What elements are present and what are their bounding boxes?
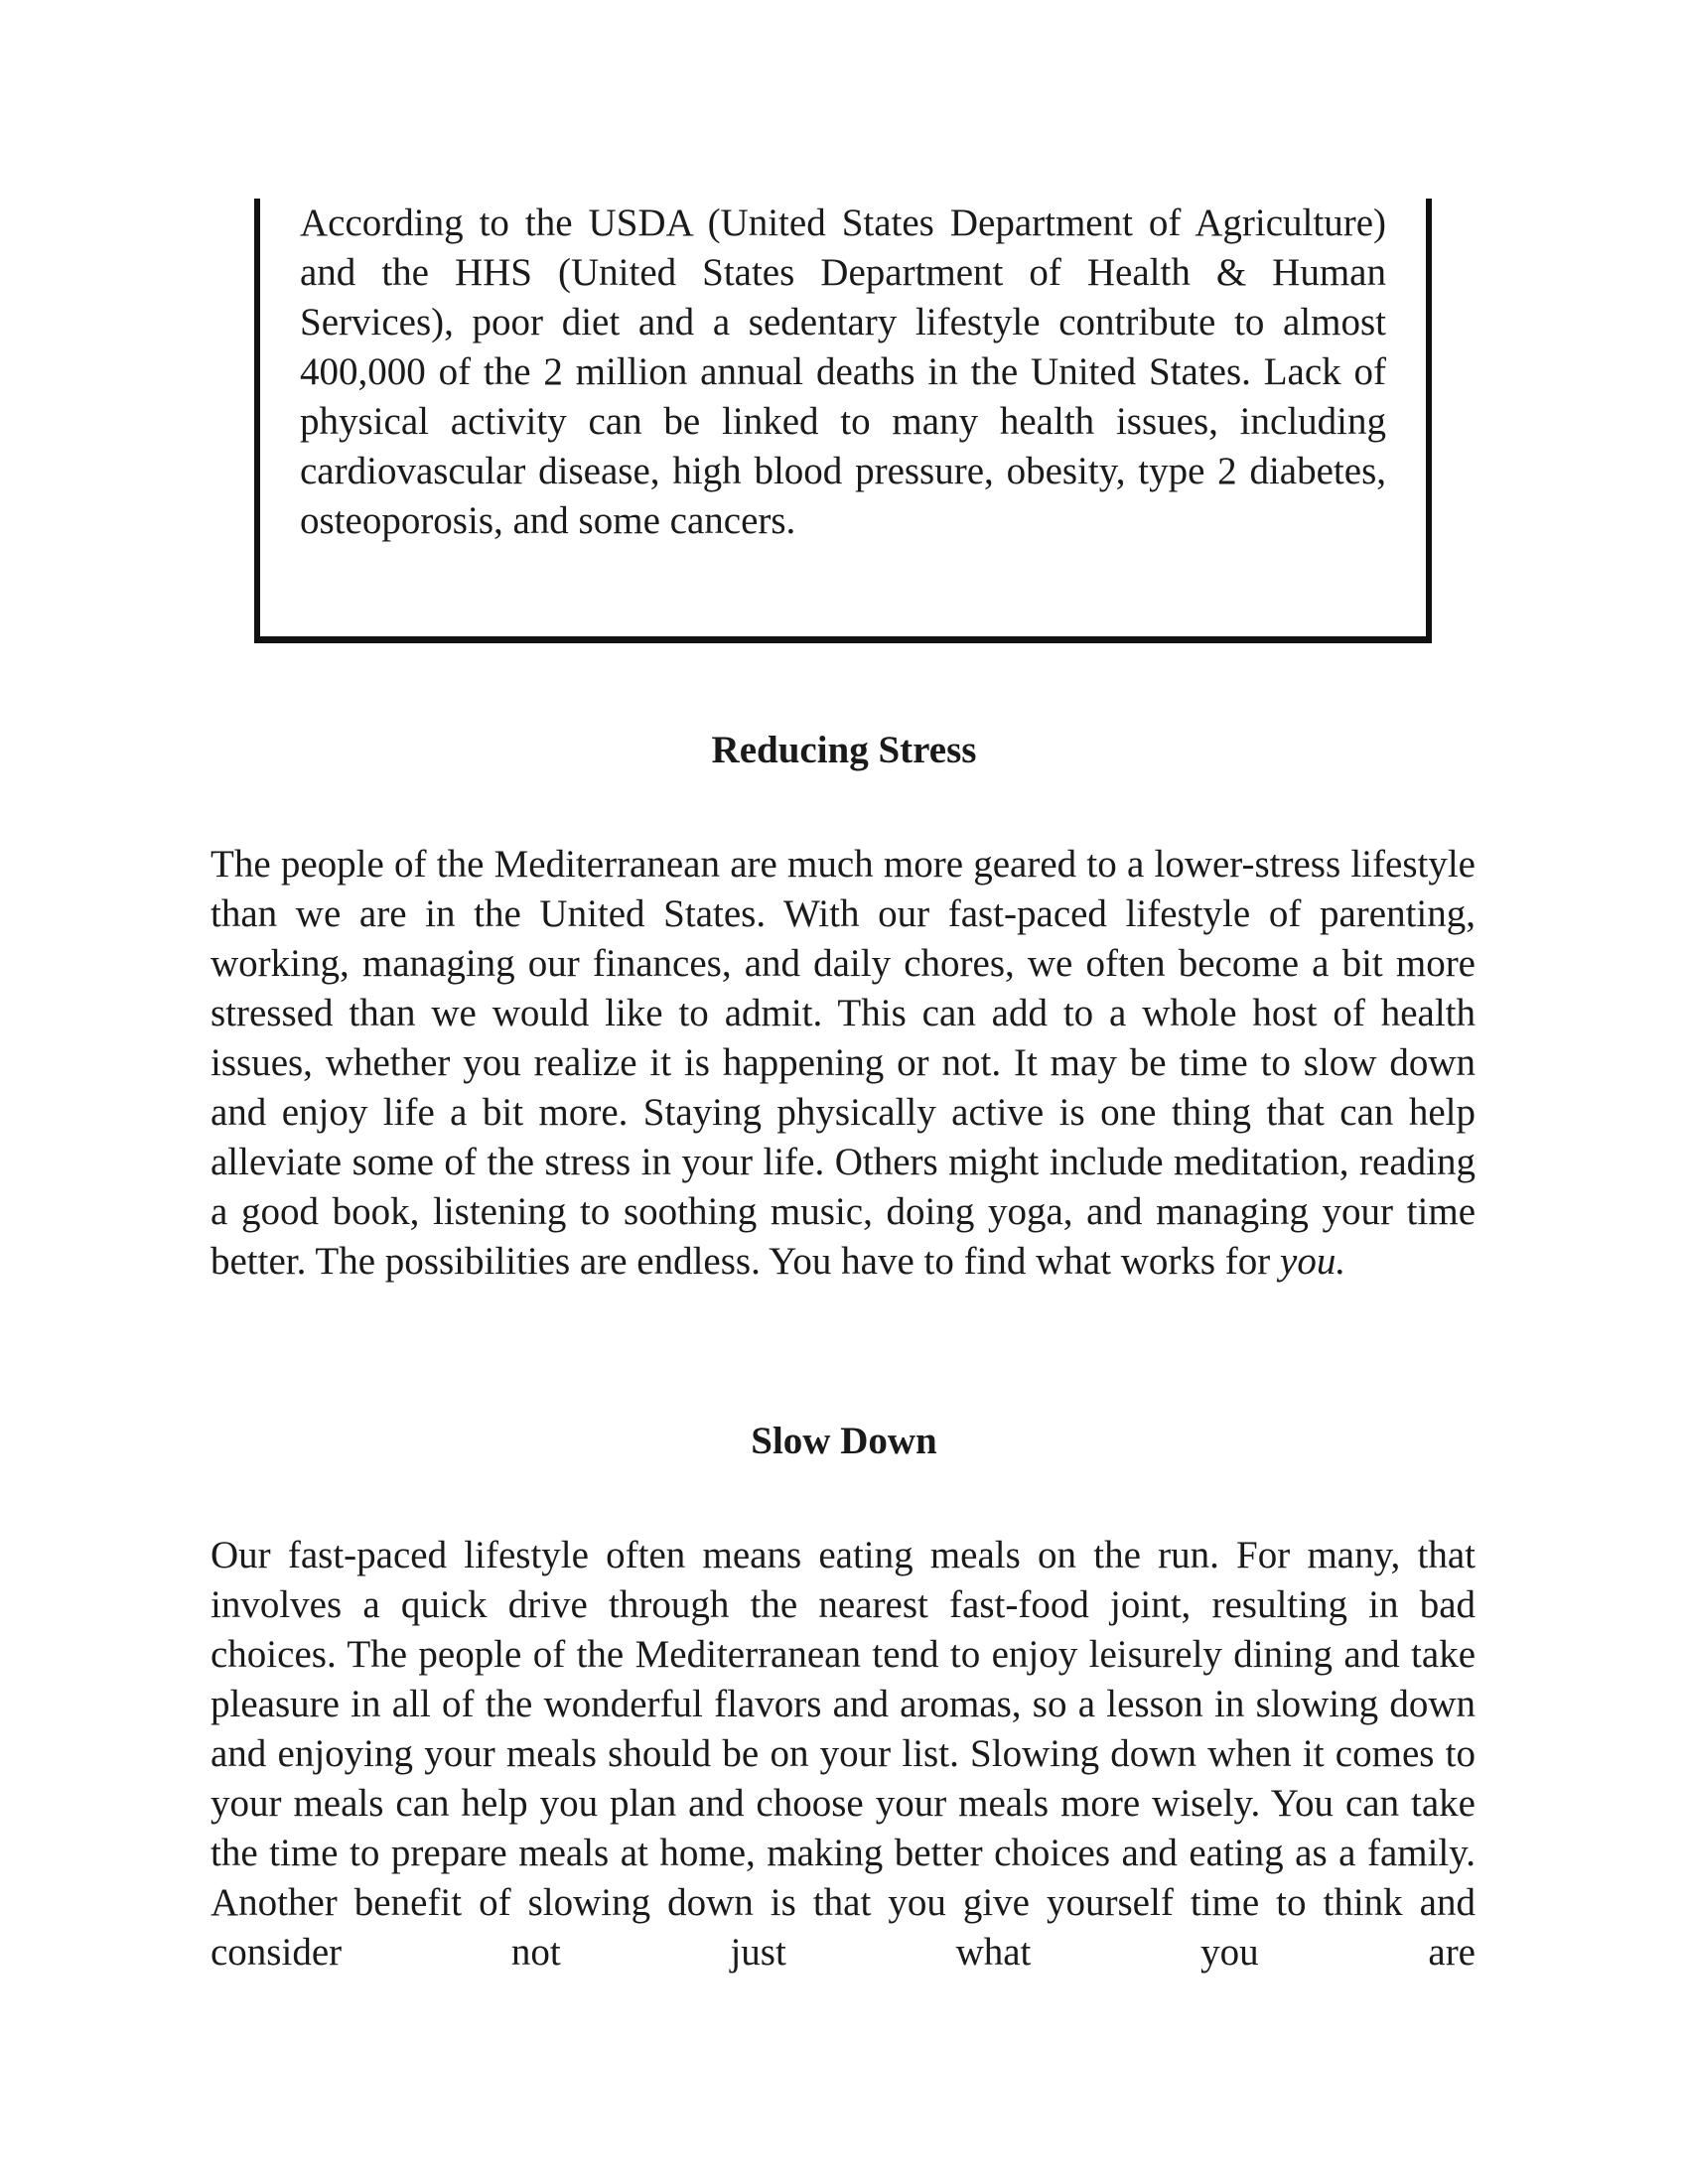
paragraph-slow-down: Our fast-paced lifestyle often means eating meals on the run. For many, that involves a quick drive through the nearest fast-food joint, resulting in bad choices. The people of the Mediterranean tend to enjoy leisurely dining and take pleasure in all of the wonderful flavors and aromas, so a lesson in slowing down and enjoying your meals should be on your list. Slowing down when it comes to your meals can help you plan and choose your meals more wisely. You can take the time to prepare meals at home, making better choices and eating as a family. Another benefit of slowing down is that you give yourself time to think and consider not just what you are: [211, 1534, 1476, 1974]
paragraph-reducing-stress-text: The people of the Mediterranean are much more geared to a lower-stress lifestyle than we are in the United States. With our fast-paced lifestyle of parenting, working, managing our finances, and daily chores, we often become a bit more stressed than we would like to admit. This can add to a whole host of health issues, whether you realize it is happening or not. It may be time to slow down and enjoy life a bit more. Staying physically active is one thing that can help alleviate some of the stress in your life. Others might include meditation, reading a good book, listening to soothing music, doing yoga, and managing your time better. The possibilities are endless. You have to find what works for: [211, 843, 1476, 1283]
callout-text: According to the USDA (United States Department of Agriculture) and the HHS (United States Department of Health & Human Services), poor diet and a sedentary lifestyle contribute to almost 400,000 of the 2 million annual deaths in the United States. Lack of physical activity can be linked to many health issues, including cardiovascular disease, high blood pressure, obesity, type 2 diabetes, osteoporosis, and some cancers.: [300, 202, 1386, 542]
paragraph-reducing-stress: [211, 840, 1476, 1287]
heading-reducing-stress: Reducing Stress: [711, 729, 977, 771]
emphasis-you: you.: [1280, 1240, 1346, 1283]
heading-slow-down: Slow Down: [751, 1420, 937, 1462]
